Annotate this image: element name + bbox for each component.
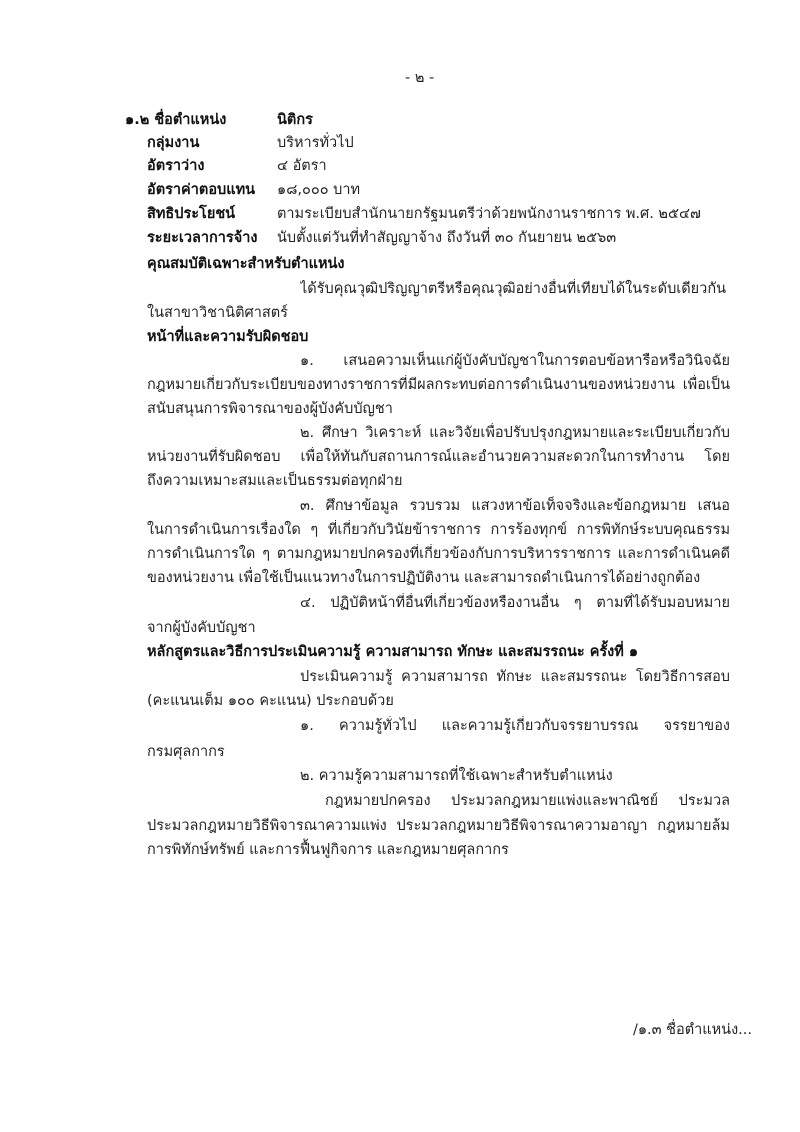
paragraph-line: กฎหมายเกี่ยวกับระเบียบของทางราชการที่มีผลกระทบต่อการดำเนินงานของหน่วยงาน เพื่อเป็น: [147, 377, 730, 393]
paragraph-line: ของหน่วยงาน เพื่อใช้เป็นแนวทางในการปฏิบัติงาน และสามารถดำเนินการได้อย่างถูกต้อง: [147, 570, 701, 586]
paragraph-line: หน่วยงานที่รับผิดชอบ เพื่อให้ทันกับสถานการณ์และอำนวยความสะดวกในการทำงาน โดย: [147, 449, 730, 465]
field-label: อัตราว่าง: [147, 158, 205, 174]
field-value: ๔ อัตรา: [277, 158, 327, 174]
paragraph-line: การพิทักษ์ทรัพย์ และการฟื้นฟูกิจการ และกฎหมายศุลกากร: [147, 842, 509, 858]
paragraph-line: กฎหมายปกครอง ประมวลกฎหมายแพ่งและพาณิชย์ ประมวล: [325, 793, 730, 809]
paragraph-line: ในสาขาวิชานิติศาสตร์: [147, 305, 288, 321]
assessment-heading: หลักสูตรและวิธีการประเมินความรู้ ความสามารถ ทักษะ และสมรรถนะ ครั้งที่ ๑: [147, 644, 639, 660]
page-number: - ๒ -: [405, 70, 435, 86]
paragraph-line: ๒. ความรู้ความสามารถที่ใช้เฉพาะสำหรับตำแหน่ง: [300, 768, 613, 784]
field-label: สิทธิประโยชน์: [147, 206, 236, 222]
paragraph-line: (คะแนนเต็ม ๑๐๐ คะแนน) ประกอบด้วย: [147, 693, 394, 709]
paragraph-line: ๑. ความรู้ทั่วไป และความรู้เกี่ยวกับจรรยาบรรณ จรรยาของ: [300, 718, 730, 734]
paragraph-line: ๓. ศึกษาข้อมูล รวบรวม แสวงหาข้อเท็จจริงและข้อกฎหมาย เสนอ: [300, 498, 730, 514]
field-value: บริหารทั่วไป: [277, 135, 354, 151]
field-value: ๑๘,๐๐๐ บาท: [277, 182, 361, 198]
qualifications-heading: คุณสมบัติเฉพาะสำหรับตำแหน่ง: [147, 256, 345, 272]
position-number-label: ๑.๒ ชื่อตำแหน่ง: [125, 112, 227, 128]
paragraph-line: จากผู้บังคับบัญชา: [147, 620, 256, 636]
paragraph-line: ประมวลกฎหมายวิธีพิจารณาความแพ่ง ประมวลกฎหมายวิธีพิจารณาความอาญา กฎหมายล้ม: [147, 818, 730, 834]
paragraph-line: การดำเนินการใด ๆ ตามกฎหมายปกครองที่เกี่ยวข้องกับการบริหารราชการ และการดำเนินคดี: [147, 546, 730, 562]
paragraph-line: กรมศุลกากร: [147, 744, 225, 760]
paragraph-line: ๔. ปฏิบัติหน้าที่อื่นที่เกี่ยวข้องหรืองานอื่น ๆ ตามที่ได้รับมอบหมาย: [300, 595, 730, 611]
field-label: อัตราค่าตอบแทน: [147, 182, 256, 198]
paragraph-line: สนับสนุนการพิจารณาของผู้บังคับบัญชา: [147, 401, 393, 417]
field-label: กลุ่มงาน: [147, 135, 200, 151]
paragraph-line: ในการดำเนินการเรื่องใด ๆ ที่เกี่ยวกับวินัยข้าราชการ การร้องทุกข์ การพิทักษ์ระบบคุณธรรม: [147, 522, 730, 538]
position-title: นิติกร: [277, 112, 313, 128]
duties-heading: หน้าที่และความรับผิดชอบ: [147, 329, 309, 345]
paragraph-line: ประเมินความรู้ ความสามารถ ทักษะ และสมรรถนะ โดยวิธีการสอบ: [300, 669, 730, 685]
continuation-note: /๑.๓ ชื่อตำแหน่ง...: [632, 1022, 752, 1038]
paragraph-line: ๑. เสนอความเห็นแก่ผู้บังคับบัญชาในการตอบข้อหารือหรือวินิจฉัย: [300, 353, 730, 369]
paragraph-line: ได้รับคุณวุฒิปริญญาตรีหรือคุณวุฒิอย่างอื่นที่เทียบได้ในระดับเดียวกัน: [300, 281, 727, 297]
field-value: ตามระเบียบสำนักนายกรัฐมนตรีว่าด้วยพนักงานราชการ พ.ศ. ๒๕๔๗: [277, 206, 701, 222]
field-value: นับตั้งแต่วันที่ทำสัญญาจ้าง ถึงวันที่ ๓๐ กันยายน ๒๕๖๓: [277, 230, 617, 246]
paragraph-line: ถึงความเหมาะสมและเป็นธรรมต่อทุกฝ่าย: [147, 473, 403, 489]
paragraph-line: ๒. ศึกษา วิเคราะห์ และวิจัยเพื่อปรับปรุงกฎหมายและระเบียบเกี่ยวกับ: [300, 425, 730, 441]
field-label: ระยะเวลาการจ้าง: [147, 230, 258, 246]
